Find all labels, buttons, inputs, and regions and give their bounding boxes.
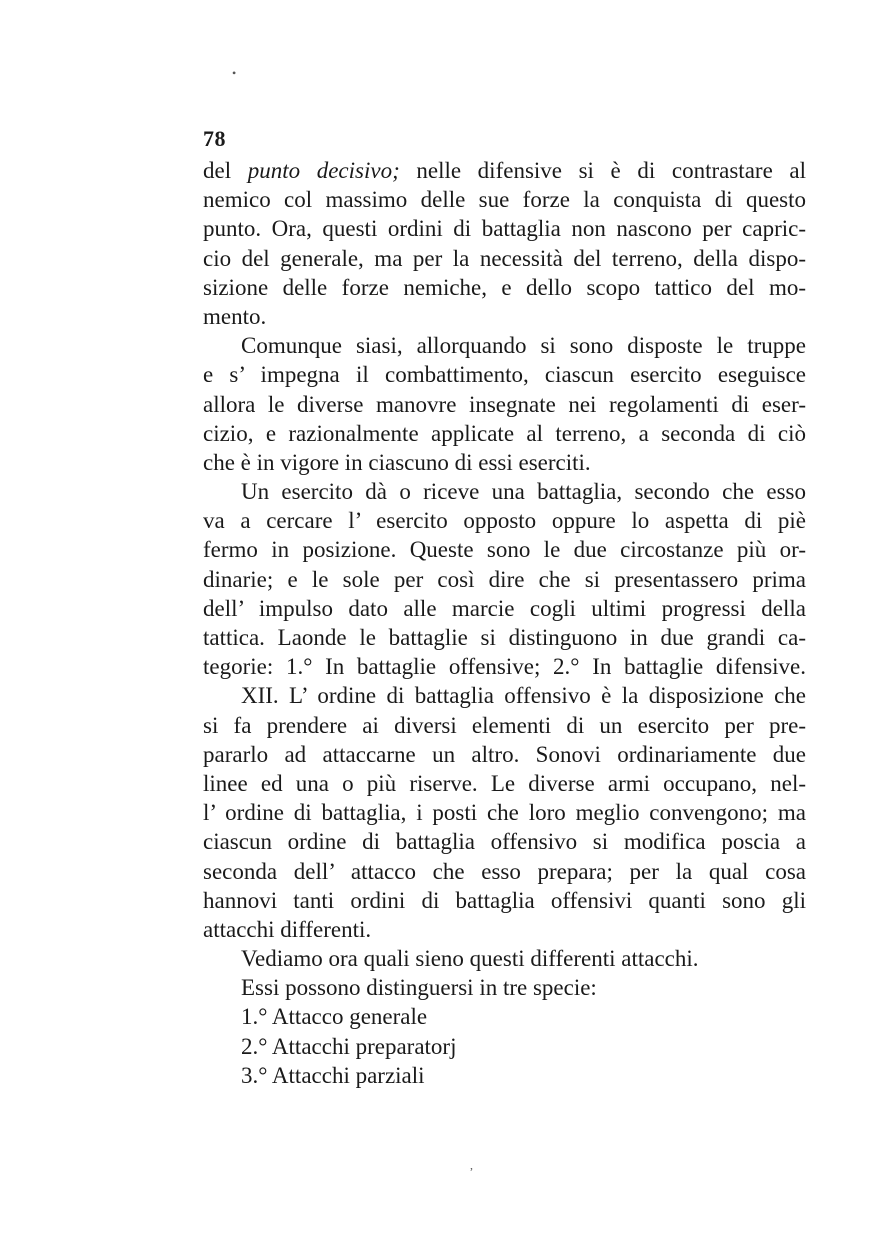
text-line <box>203 448 806 477</box>
text-run: punto. Ora, questi ordini di battaglia non nascono per capric- <box>203 216 806 242</box>
text-run: che è in vigore in ciascuno di essi eserciti. <box>203 449 591 475</box>
text-line <box>203 214 806 243</box>
text-run: e s’ impegna il combattimento, ciascun esercito eseguisce <box>203 362 806 388</box>
text-run: del <box>203 158 248 183</box>
text-line <box>203 390 806 419</box>
text-line <box>203 769 806 798</box>
text-run: dell’ impulso dato alle marcie cogli ultimi progressi della <box>203 595 806 621</box>
text-run: Essi possono distinguersi in tre specie: <box>241 975 597 1001</box>
text-run: nelle difensive si è di contrastare al <box>399 158 806 183</box>
attack-types-list <box>203 1002 806 1090</box>
text-run: tegorie: 1.° In battaglie offensive; 2.° In battaglie difensive. <box>203 654 806 680</box>
list-item: 1.° Attacco generale <box>241 1004 428 1030</box>
text-run: mento. <box>203 303 267 329</box>
text-line <box>203 331 806 360</box>
page-number: 78 <box>203 126 226 151</box>
text-line <box>203 623 806 652</box>
ink-speck: , <box>470 1158 473 1172</box>
list-item: 3.° Attacchi parziali <box>241 1062 425 1088</box>
text-run: tattica. Laonde le battaglie si distinguono in due grandi ca- <box>203 625 806 650</box>
text-line <box>203 711 806 740</box>
text-run: ciascun ordine di battaglia offensivo si modifica poscia a <box>203 829 806 855</box>
paragraph-2 <box>203 331 806 477</box>
text-line <box>203 798 806 827</box>
text-line <box>203 244 806 273</box>
text-line <box>203 827 806 856</box>
text-line <box>203 360 806 389</box>
paragraph-5 <box>203 944 806 973</box>
page-body-text <box>203 156 806 1090</box>
text-run: va a cercare l’ esercito opposto oppure lo aspetta di piè <box>203 508 806 534</box>
italic-term: punto decisivo; <box>247 158 400 183</box>
paragraph-1 <box>203 156 806 331</box>
text-line <box>203 857 806 886</box>
text-line <box>203 886 806 915</box>
text-line <box>203 302 806 331</box>
text-line <box>203 185 806 214</box>
text-run: sizione delle forze nemiche, e dello scopo tattico del mo- <box>203 274 806 300</box>
text-line <box>203 535 806 564</box>
text-run: XII. L’ ordine di battaglia offensivo è la disposizione che <box>241 683 806 709</box>
paragraph-4 <box>203 681 806 944</box>
text-run: hannovi tanti ordini di battaglia offensivi quanti sono gli <box>203 887 806 913</box>
text-run: allora le diverse manovre insegnate nei regolamenti di eser- <box>203 391 806 417</box>
text-run: nemico col massimo delle sue forze la conquista di questo <box>203 187 806 213</box>
text-line <box>203 944 806 973</box>
text-line <box>203 156 806 185</box>
text-line <box>203 973 806 1002</box>
text-line <box>203 681 806 710</box>
text-run: Un esercito dà o riceve una battaglia, secondo che esso <box>241 479 806 505</box>
text-line <box>203 740 806 769</box>
text-line <box>203 477 806 506</box>
paragraph-3 <box>203 477 806 681</box>
text-run: Vediamo ora quali sieno questi differenti attacchi. <box>241 946 699 972</box>
text-run: linee ed una o più riserve. Le diverse armi occupano, nel- <box>203 770 806 796</box>
text-line <box>203 565 806 594</box>
text-run: l’ ordine di battaglia, i posti che loro meglio convengono; ma <box>203 800 806 826</box>
text-line <box>203 594 806 623</box>
text-run: cizio, e razionalmente applicate al terreno, a seconda di ciò <box>203 420 806 446</box>
paragraph-6 <box>203 973 806 1002</box>
text-line <box>203 506 806 535</box>
text-run: attacchi differenti. <box>203 916 372 942</box>
text-line <box>203 915 806 944</box>
text-run: fermo in posizione. Queste sono le due circostanze più or- <box>203 537 806 563</box>
text-line <box>203 419 806 448</box>
text-line <box>203 273 806 302</box>
text-line <box>203 652 806 681</box>
text-run: pararlo ad attaccarne un altro. Sonovi ordinariamente due <box>203 741 806 767</box>
ink-speck: • <box>232 66 237 80</box>
list-item: 2.° Attacchi preparatorj <box>241 1033 457 1059</box>
text-run: dinarie; e le sole per così dire che si presentassero prima <box>203 566 806 592</box>
text-run: seconda dell’ attacco che esso prepara; per la qual cosa <box>203 858 806 884</box>
text-run: si fa prendere ai diversi elementi di un esercito per pre- <box>203 712 806 738</box>
text-run: Comunque siasi, allorquando si sono disposte le truppe <box>241 333 806 359</box>
text-run: cio del generale, ma per la necessità del terreno, della dispo- <box>203 245 806 271</box>
